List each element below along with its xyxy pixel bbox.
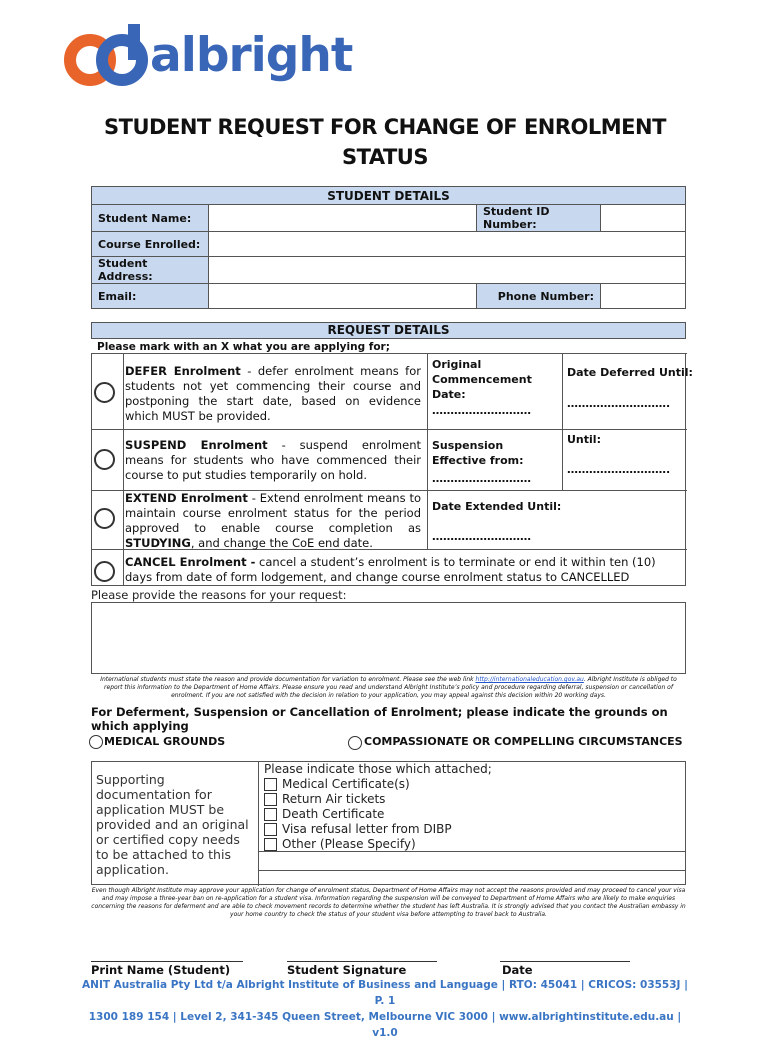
other-checkbox[interactable] — [264, 838, 277, 851]
request-details-header: REQUEST DETAILS — [91, 322, 686, 339]
grounds-heading: For Deferment, Suspension or Cancellation of Enrolment; please indicate the grounds on which applying — [91, 705, 668, 733]
suspension-until-dots[interactable]: ………………………. — [567, 463, 671, 476]
footer — [80, 977, 690, 1041]
phone-number-label: Phone Number: — [477, 284, 601, 309]
compassionate-label: COMPASSIONATE OR COMPELLING CIRCUMSTANCES — [364, 735, 683, 748]
student-address-label: Student Address: — [92, 257, 209, 284]
email-field[interactable] — [209, 284, 477, 309]
notice-part-1: International students must state the reason and provide documentation for variation to enrolment. Please see the web link — [100, 676, 476, 683]
defer-enrolment-checkbox[interactable] — [94, 382, 115, 403]
extend-title: EXTEND Enrolment — [125, 491, 248, 505]
compassionate-radio[interactable] — [348, 736, 362, 750]
supporting-documentation-text: Supporting documentation for application MUST be provided and an original or certified copy needs to be attached to this application. — [96, 772, 249, 877]
student-name-label: Student Name: — [92, 205, 209, 232]
internationaleducation-link[interactable]: http://internationaleducation.gov.au — [475, 676, 584, 683]
medical-grounds-label: MEDICAL GROUNDS — [104, 735, 226, 748]
extend-text-end: , and change the CoE end date. — [190, 536, 373, 550]
air-tickets-checkbox[interactable] — [264, 793, 277, 806]
medical-certificate-label: Medical Certificate(s) — [282, 777, 410, 791]
international-students-notice — [91, 676, 686, 700]
course-enrolled-field[interactable] — [209, 232, 686, 257]
checklist-item-air-tickets[interactable] — [264, 792, 492, 807]
date-extended-until-label: Date Extended Until: — [432, 500, 562, 513]
checklist-item-death-certificate[interactable] — [264, 807, 492, 822]
defer-enrolment-description — [125, 364, 421, 424]
date-deferred-until-label: Date Deferred Until: — [567, 366, 693, 379]
extend-enrolment-checkbox[interactable] — [94, 508, 115, 529]
air-tickets-label: Return Air tickets — [282, 792, 386, 806]
suspend-enrolment-checkbox[interactable] — [94, 449, 115, 470]
date-deferred-until-dots[interactable]: ………………………. — [567, 397, 671, 410]
documentation-box — [91, 761, 686, 885]
visa-refusal-checkbox[interactable] — [264, 823, 277, 836]
student-name-field[interactable] — [209, 205, 477, 232]
print-name-line[interactable] — [91, 961, 243, 962]
student-signature-label: Student Signature — [287, 963, 407, 977]
albright-logo — [62, 24, 353, 90]
date-extended-until-dots[interactable]: ……………………… — [432, 530, 531, 543]
logo-text: albright — [150, 28, 353, 83]
title-line-2: STATUS — [342, 145, 428, 169]
albright-logo-icon — [62, 24, 152, 90]
cancel-title: CANCEL Enrolment - — [125, 555, 256, 569]
title-line-1: STUDENT REQUEST FOR CHANGE OF ENROLMENT — [104, 115, 666, 139]
footer-line-1: ANIT Australia Pty Ltd t/a Albright Institute of Business and Language | RTO: 45041 | CRICOS: 03553J | P. 1 — [82, 979, 688, 1007]
suspension-effective-label: Suspension Effective from: — [432, 439, 524, 467]
footer-line-2: 1300 189 154 | Level 2, 341-345 Queen Street, Melbourne VIC 3000 | www.albrightinstitute.edu.au | v1.0 — [88, 1011, 682, 1039]
student-address-field[interactable] — [209, 257, 686, 284]
suspension-effective-dots[interactable]: ……………………… — [432, 472, 531, 485]
death-certificate-checkbox[interactable] — [264, 808, 277, 821]
student-id-field[interactable] — [601, 205, 686, 232]
original-commencement-label: Original Commencement Date: — [432, 358, 532, 401]
suspend-enrolment-description — [125, 438, 421, 483]
medical-certificate-checkbox[interactable] — [264, 778, 277, 791]
defer-text: - defer enrolment means for students not yet commencing their course and postponing the start date, based on evidence which MUST be provided. — [125, 364, 421, 423]
checklist-item-medical[interactable] — [264, 777, 492, 792]
other-label: Other (Please Specify) — [282, 837, 416, 851]
student-details-table — [91, 186, 686, 309]
cancel-text: cancel a student’s enrolment is to terminate or end it within ten (10) days from date of form lodgement, and change course enrolment status to CANCELLED — [125, 555, 656, 584]
extend-enrolment-description — [125, 491, 421, 551]
visa-refusal-label: Visa refusal letter from DIBP — [282, 822, 452, 836]
student-id-label: Student ID Number: — [477, 205, 601, 232]
suspension-until-label: Until: — [567, 433, 601, 446]
extend-studying: STUDYING — [125, 536, 191, 550]
defer-title: DEFER Enrolment — [125, 364, 241, 378]
email-label: Email: — [92, 284, 209, 309]
attachment-checklist — [264, 762, 492, 852]
reasons-textarea[interactable] — [91, 602, 686, 674]
phone-number-field[interactable] — [601, 284, 686, 309]
student-details-header: STUDENT DETAILS — [92, 187, 686, 205]
attached-label: Please indicate those which attached; — [264, 762, 492, 776]
request-instruction: Please mark with an X what you are applying for; — [97, 341, 390, 353]
checklist-item-other[interactable] — [264, 837, 492, 852]
visa-warning-notice: Even though Albright Institute may approve your application for change of enrolment status, Department of Home Affairs may not accept the reasons provided and may proceed to cancel your visa and may impose a three-year ban on re-application for a student visa. Information regarding the suspension will be conveyed to Department of Home Affairs who are likely to make enquiries concerning the reasons for deferment and are able to check movement records to determine whether the student has left Australia. It is strongly advised that you contact the Australian embassy in your home country to check the status of your student visa before attempting to travel back to Australia. — [91, 887, 686, 918]
cancel-enrolment-description — [125, 555, 670, 585]
date-line[interactable] — [500, 961, 630, 962]
death-certificate-label: Death Certificate — [282, 807, 385, 821]
print-name-label: Print Name (Student) — [91, 963, 231, 977]
page-title — [60, 112, 710, 172]
medical-grounds-radio[interactable] — [89, 735, 103, 749]
reasons-label: Please provide the reasons for your request: — [91, 588, 347, 602]
date-label: Date — [502, 963, 533, 977]
suspend-title: SUSPEND Enrolment — [125, 438, 268, 452]
notice-part-2: . Albright Institute is obliged to report this information to the Department of Home Affairs. Please ensure you read and understand Albright Institute’s policy and procedure regarding deferral, suspension or cancellation of enrolment. If you are not satisfied with the decision in relation to your application, you may appeal against this decision within 20 working days. — [104, 676, 677, 699]
extend-text: - Extend enrolment means to maintain course enrolment status for the period approved to enable course completion as — [125, 491, 421, 535]
cancel-enrolment-checkbox[interactable] — [94, 561, 115, 582]
checklist-item-visa-refusal[interactable] — [264, 822, 492, 837]
suspend-text: - suspend enrolment means for students who have commenced their course to put studies temporarily on hold. — [125, 438, 422, 482]
original-commencement-dots[interactable]: ……………………… — [432, 404, 531, 417]
signature-line[interactable] — [287, 961, 437, 962]
course-enrolled-label: Course Enrolled: — [92, 232, 209, 257]
